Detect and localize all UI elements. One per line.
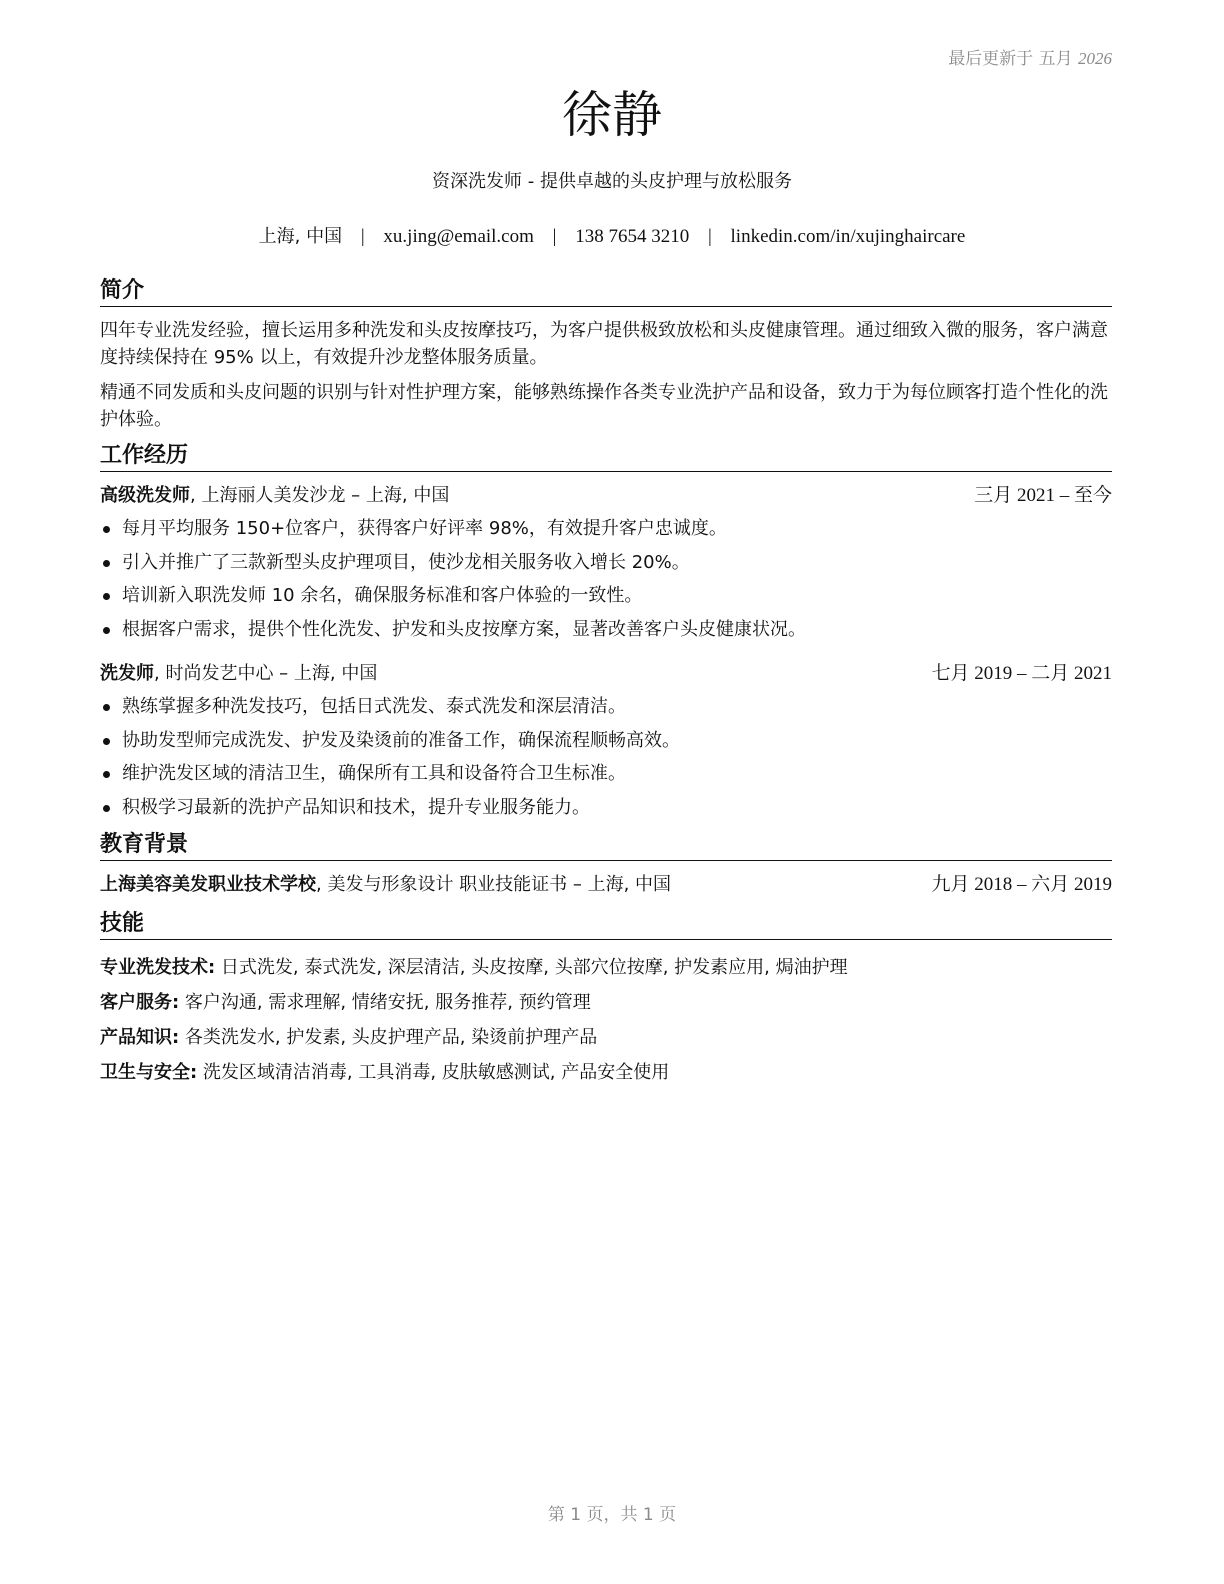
skill-line [100,950,1112,985]
section-title-education: 教育背景 [100,830,1112,861]
section-title-skills: 技能 [100,909,1112,940]
summary-paragraph: 精通不同发质和头皮问题的识别与针对性护理方案，能够熟练操作各类专业洗护产品和设备，致力于为每位顾客打造个性化的洗护体验。 [100,382,1108,430]
skill-value: 洗发区域清洁消毒, 工具消毒, 皮肤敏感测试, 产品安全使用 [197,1062,670,1083]
list-item: 培训新入职洗发师 10 余名，确保服务标准和客户体验的一致性。 [100,579,1112,613]
contact-location: 上海, 中国 [258,226,343,247]
candidate-name: 徐静 [562,86,662,144]
section-title-summary: 简介 [100,276,1112,307]
last-updated-label: 最后更新于 五月 [948,49,1073,69]
education-line [100,871,671,899]
skill-label: 卫生与安全: [100,1062,198,1083]
job-header [100,482,1112,510]
job-role: 洗发师 [100,663,154,684]
list-item: 协助发型师完成洗发、护发及染烫前的准备工作，确保流程顺畅高效。 [100,724,1112,758]
candidate-tagline: 资深洗发师 - 提供卓越的头皮护理与放松服务 [432,171,792,192]
summary-paragraph: 四年专业洗发经验，擅长运用多种洗发和头皮按摩技巧，为客户提供极致放松和头皮健康管理。通过细致入微的服务，客户满意度持续保持在 95% 以上，有效提升沙龙整体服务质量。 [100,320,1108,368]
skill-value: 各类洗发水, 护发素, 头皮护理产品, 染烫前护理产品 [179,1027,598,1048]
job-title-line [100,660,377,688]
resume-body [100,276,1112,1090]
skill-label: 客户服务: [100,992,180,1013]
skills-section [100,909,1112,1090]
list-item: 每月平均服务 150+位客户，获得客户好评率 98%，有效提升客户忠诚度。 [100,512,1112,546]
skill-line [100,1055,1112,1090]
skill-line [100,985,1112,1020]
list-item: 积极学习最新的洗护产品知识和技术，提升专业服务能力。 [100,791,1112,825]
list-item: 维护洗发区域的清洁卫生，确保所有工具和设备符合卫生标准。 [100,757,1112,791]
education-dates: 九月 2018 – 六月 2019 [931,874,1112,895]
experience-section [100,441,1112,824]
skill-label: 产品知识: [100,1027,180,1048]
section-title-experience: 工作经历 [100,441,1112,472]
summary-section [100,276,1112,433]
skill-label: 专业洗发技术: [100,957,216,978]
job-employer: , 上海丽人美发沙龙 – 上海, 中国 [190,485,450,506]
school-name: 上海美容美发职业技术学校 [100,874,316,895]
list-item: 根据客户需求，提供个性化洗发、护发和头皮按摩方案，显著改善客户头皮健康状况。 [100,613,1112,647]
last-updated [948,44,1112,69]
list-item: 引入并推广了三款新型头皮护理项目，使沙龙相关服务收入增长 20%。 [100,546,1112,580]
last-updated-year: 2026 [1078,49,1112,68]
contact-linkedin[interactable]: linkedin.com/in/xujinghaircare [730,226,966,247]
contact-separator: | [552,226,557,247]
contact-separator: | [360,226,365,247]
job-employer: , 时尚发艺中心 – 上海, 中国 [154,663,378,684]
job-bullets [100,512,1112,646]
job-role: 高级洗发师 [100,485,190,506]
skill-value: 客户沟通, 需求理解, 情绪安抚, 服务推荐, 预约管理 [179,992,591,1013]
page-number: 第 1 页，共 1 页 [547,1505,677,1525]
skill-line [100,1020,1112,1055]
list-item: 熟练掌握多种洗发技巧，包括日式洗发、泰式洗发和深层清洁。 [100,690,1112,724]
education-entry [100,871,1112,899]
contact-phone: 138 7654 3210 [575,226,690,247]
education-section [100,830,1112,899]
contact-email[interactable]: xu.jing@email.com [383,226,534,247]
job-dates: 七月 2019 – 二月 2021 [931,663,1112,684]
contact-separator: | [707,226,712,247]
education-details: , 美发与形象设计 职业技能证书 – 上海, 中国 [316,874,672,895]
job-title-line [100,482,449,510]
job-bullets [100,690,1112,824]
job-dates: 三月 2021 – 至今 [974,485,1112,506]
skill-value: 日式洗发, 泰式洗发, 深层清洁, 头皮按摩, 头部穴位按摩, 护发素应用, 焗油护理 [215,957,848,978]
contact-line [0,224,1224,250]
job-header [100,660,1112,688]
